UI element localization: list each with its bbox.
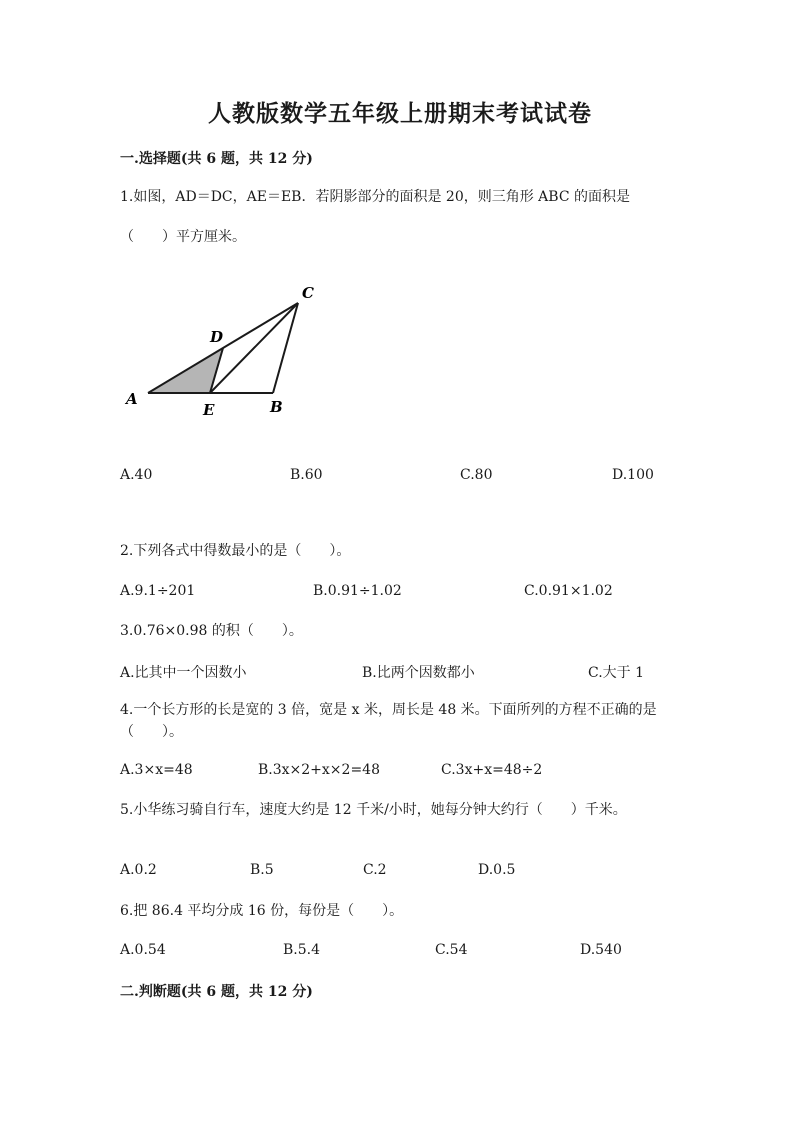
- q4-option-b[interactable]: B.3x×2+x×2=48: [258, 762, 380, 778]
- q6-option-c[interactable]: C.54: [435, 942, 468, 958]
- q2-option-a[interactable]: A.9.1÷201: [120, 583, 196, 599]
- q3-option-c[interactable]: C.大于 1: [588, 665, 645, 681]
- triangle-diagram: [118, 278, 338, 428]
- q6-option-a[interactable]: A.0.54: [120, 942, 166, 958]
- question-5-text: 5.小华练习骑自行车，速度大约是 12 千米/小时，她每分钟大约行（ ）千米。: [120, 802, 627, 818]
- label-e: E: [203, 401, 215, 419]
- q5-option-a[interactable]: A.0.2: [120, 862, 157, 878]
- q5-option-d[interactable]: D.0.5: [478, 862, 516, 878]
- q6-option-b[interactable]: B.5.4: [283, 942, 321, 958]
- label-b: B: [270, 398, 283, 416]
- q1-option-d[interactable]: D.100: [612, 467, 654, 483]
- q5-option-c[interactable]: C.2: [363, 862, 387, 878]
- q3-option-b[interactable]: B.比两个因数都小: [362, 665, 475, 681]
- label-c: C: [302, 284, 314, 302]
- question-3-text: 3.0.76×0.98 的积（ ）。: [120, 623, 303, 639]
- label-a: A: [126, 390, 138, 408]
- label-d: D: [210, 328, 224, 346]
- q1-option-b[interactable]: B.60: [290, 467, 323, 483]
- q6-option-d[interactable]: D.540: [580, 942, 622, 958]
- q2-option-b[interactable]: B.0.91÷1.02: [313, 583, 402, 599]
- section-heading-judgment: 二.判断题(共 6 题，共 12 分): [120, 984, 313, 1000]
- question-4-text: 4.一个长方形的长是宽的 3 倍，宽是 x 米，周长是 48 米。下面所列的方程不正确的是（ ）。: [120, 702, 657, 740]
- q4-option-c[interactable]: C.3x+x=48÷2: [441, 762, 543, 778]
- q4-option-a[interactable]: A.3×x=48: [120, 762, 193, 778]
- q2-option-c[interactable]: C.0.91×1.02: [524, 583, 613, 599]
- page-title: 人教版数学五年级上册期末考试试卷: [208, 100, 592, 127]
- question-1-text: 1.如图，AD＝DC，AE＝EB．若阴影部分的面积是 20，则三角形 ABC 的面积是: [120, 189, 631, 205]
- question-2-text: 2.下列各式中得数最小的是（ ）。: [120, 543, 351, 559]
- q1-option-a[interactable]: A.40: [120, 467, 153, 483]
- q5-option-b[interactable]: B.5: [250, 862, 274, 878]
- section-heading-choice: 一.选择题(共 6 题，共 12 分): [120, 151, 313, 167]
- q1-option-c[interactable]: C.80: [460, 467, 493, 483]
- question-1-text-cont: （ ）平方厘米。: [120, 229, 246, 245]
- q3-option-a[interactable]: A.比其中一个因数小: [120, 665, 247, 681]
- triangle-figure: [118, 278, 338, 432]
- question-6-text: 6.把 86.4 平均分成 16 份，每份是（ ）。: [120, 903, 404, 919]
